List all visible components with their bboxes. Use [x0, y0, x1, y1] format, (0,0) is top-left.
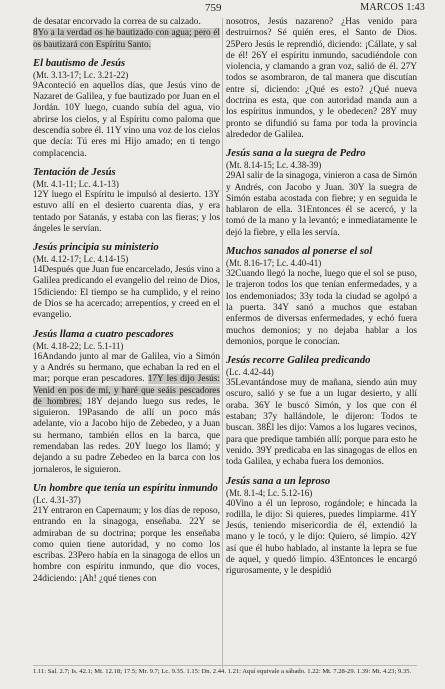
- cross-reference: (Lc. 4.42-44): [226, 367, 274, 378]
- section-title: Jesús sana a la suegra de Pedro: [226, 148, 366, 160]
- section-title: Muchos sanados al ponerse el sol: [226, 246, 373, 258]
- cross-reference: (Mt. 3.13-17; Lc. 3.21-22): [33, 69, 129, 80]
- verse-text: de desatar encorvado la correa de su calzado.: [33, 17, 201, 27]
- verse-text: 29Al salir de la sinagoga, vinieron a casa de Simón y Andrés, con Jacobo y Juan. 30Y la suegra de Simón estaba acostada con fiebre; y en seguida le hablaron de ella. 31Entonces él se acercó, y la tomó de la mano y la levantó; e inmediatamente le dejó la fiebre, y ella les servía.: [226, 171, 417, 238]
- section-title: Tentación de Jesús: [33, 166, 116, 178]
- verse-text: 9Aconteció en aquellos días, que Jesús vino de Nazaret de Galilea, y fue bautizado por Juan en el Jordán. 10Y luego, cuando subía del agua, vio abrirse los cielos, y al Espíritu como paloma que descendía sobre él. 11Y vino una voz de los cielos que decía: Tú eres mi Hijo amado; en ti tengo complacencia.: [33, 80, 220, 159]
- running-head: MARCOS 1:43: [360, 2, 425, 13]
- cross-reference: (Lc. 4.31-37): [33, 494, 81, 505]
- verse-text: 18Y dejando luego sus redes, le siguieron. 19Pasando de allí un poco más adelante, vio a Jacobo hijo de Zebedeo, y a Juan su hermano, también ellos en la barca, que remendaban las redes. 20Y luego los llamó; y dejando a su padre Zebedeo en la barca con los jornaleros, le siguieron.: [33, 396, 221, 475]
- verse-text: 12Y luego el Espíritu le impulsó al desierto. 13Y estuvo allí en el desierto cuarenta días, y era tentado por Satanás, y estaba con las fieras; y los ángeles le servían.: [33, 189, 220, 234]
- cross-reference: (Mt. 8.16-17; Lc. 4.40-41): [226, 258, 322, 269]
- section-paragraph: [226, 499, 417, 578]
- verse-text: 40Vino a él un leproso, rogándole; e hincada la rodilla, le dijo: Si quieres, puedes limpiarme. 41Y Jesús, teniendo misericordia de él, extendió la mano y le tocó, y le dijo: Quiero, sé limpio. 42Y así que él hubo hablado, al instante la lepra se fue de aquel, y quedó limpio. 43Entonces le encargó rigurosamente, y le despidió: [226, 498, 417, 577]
- section-title: Un hombre que tenía un espíritu inmundo: [33, 482, 218, 494]
- cross-reference: (Mt. 8.1-4; Lc. 5.12-16): [226, 487, 313, 498]
- lead-paragraph: [33, 28, 220, 51]
- lead-paragraph: [33, 17, 220, 28]
- page-header: [0, 2, 445, 16]
- page-number: 759: [205, 2, 222, 14]
- cross-reference: (Mt. 4.18-22; Lc. 5.1-11): [33, 340, 124, 351]
- section-paragraph: [33, 506, 220, 585]
- verse-text: 16Andando junto al mar de Galilea, vio a Simón y a Andrés su hermano, que echaban la red en el mar; porque eran pescadores.: [33, 351, 220, 385]
- footnotes: 1.11: Sal. 2.7; Is. 42.1; Mt. 12.18; 17.5; Mr. 9.7; Lc. 9.35. 1.15: Dn. 2.44. 1.21: Aquí equivale a sábado. 1.22: Mt. 7.28-29. 1.39: Mt. 4.23; 9.35.: [33, 665, 417, 676]
- right-column: [226, 17, 417, 578]
- column-divider: [222, 18, 223, 668]
- section-paragraph: [226, 269, 417, 348]
- verse-text: 21Y entraron en Capernaum; y los días de reposo, entrando en la sinagoga, enseñaba. 22Y se admiraban de su doctrina; porque les enseñaba como quien tiene autoridad, y no como los escribas. 23Pero había en la sinagoga de ellos un hombre con espíritu inmundo, que dio voces, 24diciendo: ¡Ah! ¿qué tienes con: [33, 505, 220, 584]
- verse-text: 14Después que Juan fue encarcelado, Jesús vino a Galilea predicando el evangelio del reino de Dios, 15diciendo: El tiempo se ha cumplido, y el reino de Dios se ha acercado; arrepentíos, y creed en el evangelio.: [33, 265, 220, 321]
- highlighted-text: 17Y les dijo Jesús: Venid en pos de mí, y haré que seáis pescadores de hombres.: [33, 374, 221, 407]
- section-paragraph: [33, 190, 220, 235]
- highlighted-text: 8Yo a la verdad os he bautizado con agua; pero él os bautizará con Espíritu Santo.: [33, 28, 220, 50]
- section-paragraph: [33, 265, 220, 321]
- verse-text: nosotros, Jesús nazareno? ¿Has venido para destruirnos? Sé quién eres, el Santo de Dios. 25Pero Jesús le reprendió, diciendo: ¡Cállate, y sal de él! 26Y el espíritu inmundo, sacudiéndole con violencia, y clamando a gran voz, salió de él. 27Y todos se asombraron, de tal manera que discutían entre sí, diciendo: ¿Qué es esto? ¿Qué nueva doctrina es esta, que con autoridad manda aun a los espíritus inmundos, y le obedecen? 28Y muy pronto se difundió su fama por toda la provincia alrededor de Galilea.: [226, 17, 417, 140]
- section-title: Jesús llama a cuatro pescadores: [33, 328, 174, 340]
- cross-reference: (Mt. 4.1-11; Lc. 4.1-13): [33, 178, 119, 189]
- verse-text: 32Cuando llegó la noche, luego que el sol se puso, le trajeron todos los que tenían enfermedades, y a los endemoniados; 33y toda la ciudad se agolpó a la puerta. 34Y sanó a muchos que estaban enfermos de diversas enfermedades, y echó fuera muchos demonios; y no dejaba hablar a los demonios, porque le conocían.: [226, 269, 417, 347]
- section-title: Jesús sana a un leproso: [226, 475, 331, 487]
- section-title: Jesús principia su ministerio: [33, 242, 159, 254]
- section-paragraph: [226, 378, 417, 468]
- section-paragraph: [33, 81, 220, 160]
- verse-text: 35Levantándose muy de mañana, siendo aún muy oscuro, salió y se fue a un lugar desierto, y allí oraba. 36Y le buscó Simón, y los que con él estaban; 37y hallándole, le dijeron: Todos te buscan. 38Él les dijo: Vamos a los lugares vecinos, para que predique también allí; porque para esto he venido. 39Y predicaba en las sinagogas de ellos en toda Galilea, y echaba fuera los demonios.: [226, 378, 417, 468]
- cross-reference: (Mt. 4.12-17; Lc. 4.14-15): [33, 254, 129, 265]
- lead-paragraph: [226, 17, 417, 141]
- section-title: El bautismo de Jesús: [33, 57, 126, 69]
- left-column: [33, 17, 220, 585]
- section-paragraph: [33, 352, 220, 476]
- section-title: Jesús recorre Galilea predicando: [226, 355, 371, 367]
- cross-reference: (Mt. 8.14-15; Lc. 4.38-39): [226, 160, 322, 171]
- section-paragraph: [226, 171, 417, 239]
